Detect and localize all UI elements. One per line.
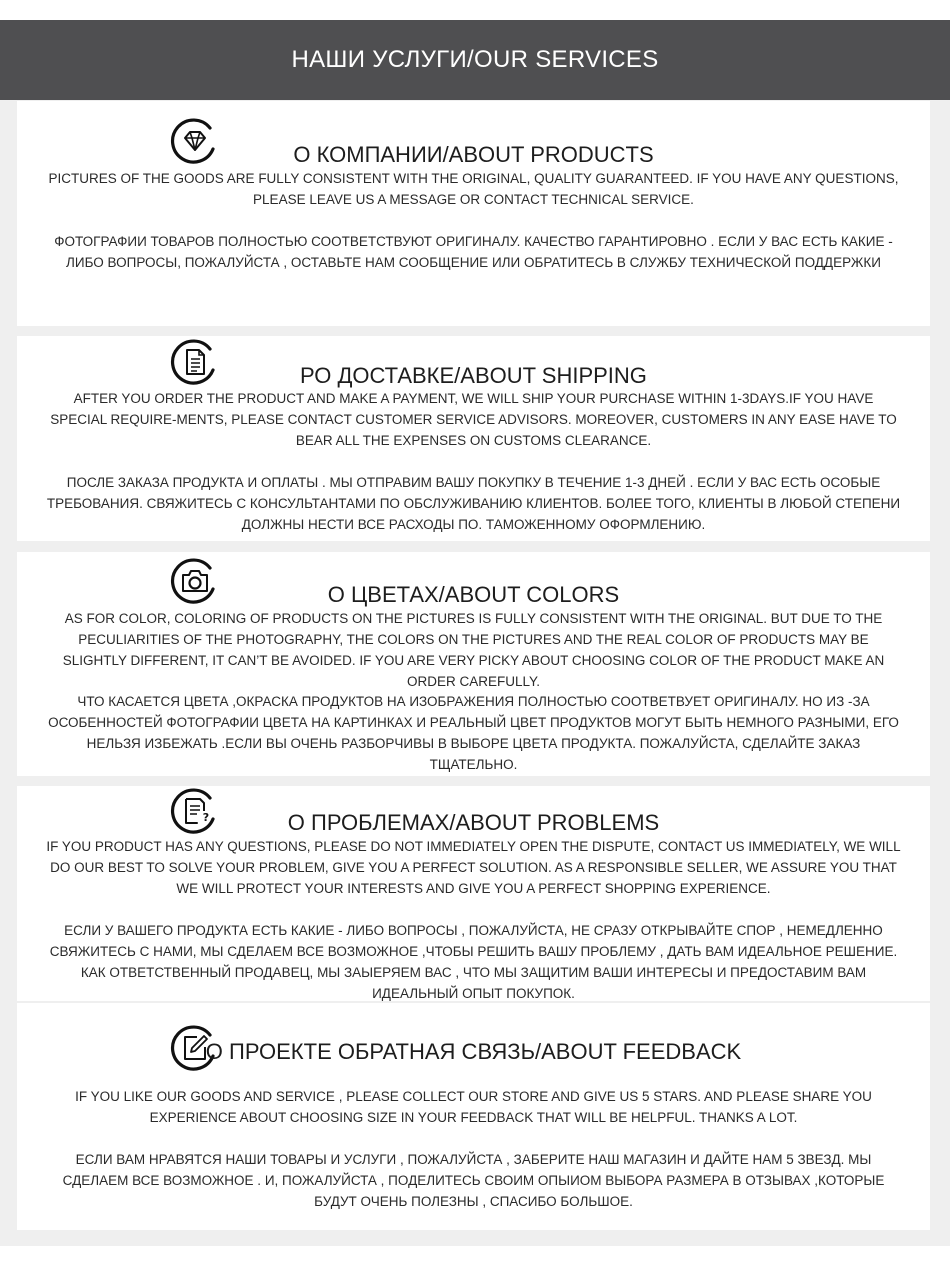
section-text-ru: ФОТОГРАФИИ ТОВАРОВ ПОЛНОСТЬЮ СООТВЕТСТВУЮТ ОРИГИНАЛУ. КАЧЕСТВО ГАРАНТИРОВНО . ЕСЛИ У ВАС ЕСТЬ КАКИЕ - ЛИБО ВОПРОСЫ, ПОЖАЛУЙСТА , ОСТАВЬТЕ НАМ СООБЩЕНИЕ ИЛИ ОБРАТИТЕСЬ В СЛУЖБУ ТЕХНИЧЕСКОЙ ПОДДЕРЖКИ [54,234,893,270]
section-text-en: AFTER YOU ORDER THE PRODUCT AND MAKE A PAYMENT, WE WILL SHIP YOUR PURCHASE WITHIN 1-3DAYS.IF YOU HAVE SPECIAL REQUIRE-MENTS, PLEASE CONTACT CUSTOMER SERVICE ADVISORS. MOREOVER, CUSTOMERS IN ANY EASE HAVE TO BEAR ALL THE EXPENSES ON CUSTOMS CLEARANCE. [50,391,897,448]
section-title: РО ДОСТАВКЕ/ABOUT SHIPPING [300,363,647,388]
section-text-ru: ЕСЛИ У ВАШЕГО ПРОДУКТА ЕСТЬ КАКИЕ - ЛИБО ВОПРОСЫ , ПОЖАЛУЙСТА, НЕ СРАЗУ ОТКРЫВАЙТЕ СПОР , НЕМЕДЛЕННО СВЯЖИТЕСЬ С НАМИ, МЫ СДЕЛАЕМ ВСЕ ВОЗМОЖНОЕ ,ЧТОБЫ РЕШИТЬ ВАШУ ПРОБЛЕМУ , ДАТЬ ВАМ ИДЕАЛЬНОЕ РЕШЕНИЕ. КАК ОТВЕТСТВЕННЫЙ ПРОДАВЕЦ, МЫ ЗАЫЕРЯЕМ ВАС , ЧТО МЫ ЗАЩИТИМ ВАШИ ИНТЕРЕСЫ И ПРЕДОСТАВИМ ВАМ ИДЕАЛЬНЫЙ ОПЫТ ПОКУПОК. [49,923,898,1001]
section-title: О КОМПАНИИ/ABOUT PRODUCTS [293,142,654,167]
section-text-ru: ЧТО КАСАЕТСЯ ЦВЕТА ,ОКРАСКА ПРОДУКТОВ НА ИЗОБРАЖЕНИЯ ПОЛНОСТЬЮ СООТВЕТВУЕТ ОРИГИНАЛУ. НО ИЗ -ЗА ОСОБЕННОСТЕЙ ФОТОГРАФИИ ЦВЕТА НА КАРТИНКАХ И РЕАЛЬНЫЙ ЦВЕТ ПРОДУКТОВ МОГУТ БЫТЬ НЕМНОГО РАЗНЫМИ, ЕГО НЕЛЬЗЯ ИЗБЕЖАТЬ .ЕСЛИ ВЫ ОЧЕНЬ РАЗБОРЧИВЫ В ВЫБОРЕ ЦВЕТА ПРОДУКТА. ПОЖАЛУЙСТА, СДЕЛАЙТЕ ЗАКАЗ ТЩАТЕЛЬНО. [48,694,899,772]
section-text-en: PICTURES OF THE GOODS ARE FULLY CONSISTENT WITH THE ORIGINAL, QUALITY GUARANTEED. IF YOU HAVE ANY QUESTIONS, PLEASE LEAVE US A MESSAGE OR CONTACT TECHNICAL SERVICE. [48,171,899,207]
services-header [0,20,950,100]
section-about-shipping [17,336,930,541]
section-about-colors [17,552,930,776]
section-about-products [17,101,930,326]
section-about-problems [17,786,930,1001]
section-text-en: AS FOR COLOR, COLORING OF PRODUCTS ON THE PICTURES IS FULLY CONSISTENT WITH THE ORIGINAL. BUT DUE TO THE PECULIARITIES OF THE PHOTOGRAPHY, THE COLORS ON THE PICTURES AND THE REAL COLOR OF PRODUCTS MAY BE SLIGHTLY DIFFERENT, IT CAN’T BE AVOIDED. IF YOU ARE VERY PICKY ABOUT CHOOSING COLOR OF THE PRODUCT MAKE AN ORDER CAREFULLY. [62,611,885,689]
section-title: О ЦВЕТАХ/ABOUT COLORS [327,582,620,607]
section-text-en: IF YOU LIKE OUR GOODS AND SERVICE , PLEASE COLLECT OUR STORE AND GIVE US 5 STARS. AND PLEASE SHARE YOU EXPERIENCE ABOUT CHOOSING SIZE IN YOUR FEEDBACK THAT WILL BE HELPFUL. THANKS A LOT. [75,1089,872,1125]
svg-text:?: ? [202,811,210,824]
section-text-ru: ПОСЛЕ ЗАКАЗА ПРОДУКТА И ОПЛАТЫ . МЫ ОТПРАВИМ ВАШУ ПОКУПКУ В ТЕЧЕНИЕ 1-3 ДНЕЙ . ЕСЛИ У ВАС ЕСТЬ ОСОБЫЕ ТРЕБОВАНИЯ. СВЯЖИТЕСЬ С КОНСУЛЬТАНТАМИ ПО ОБСЛУЖИВАНИЮ КЛИЕНТОВ. БОЛЕЕ ТОГО, КЛИЕНТЫ В ЛЮБОЙ СТЕПЕНИ ДОЛЖНЫ НЕСТИ ВСЕ РАСХОДЫ ПО. ТАМОЖЕННОМУ ОФОРМЛЕНИЮ. [46,475,901,532]
section-title: О ПРОЕКТЕ ОБРАТНАЯ СВЯЗЬ/ABOUT FEEDBACK [205,1039,742,1064]
section-about-feedback [17,1003,930,1230]
section-text-en: IF YOU PRODUCT HAS ANY QUESTIONS, PLEASE DO NOT IMMEDIATELY OPEN THE DISPUTE, CONTACT US IMMEDIATELY, WE WILL DO OUR BEST TO SOLVE YOUR PROBLEM, GIVE YOU A PERFECT SOLUTION. AS A RESPONSIBLE SELLER, WE ASSURE YOU THAT WE WILL PROTECT YOUR INTERESTS AND GIVE YOU A PERFECT SHOPPING EXPERIENCE. [46,839,901,896]
section-title: О ПРОБЛЕМАХ/ABOUT PROBLEMS [287,810,660,835]
section-text-ru: ЕСЛИ ВАМ НРАВЯТСЯ НАШИ ТОВАРЫ И УСЛУГИ , ПОЖАЛУЙСТА , ЗАБЕРИТЕ НАШ МАГАЗИН И ДАЙТЕ НАМ 5 ЗВЕЗД. МЫ СДЕЛАЕМ ВСЕ ВОЗМОЖНОЕ . И, ПОЖАЛУЙСТА , ПОДЕЛИТЕСЬ СВОИМ ОПЫИОМ ВЫБОРА РАЗМЕРА В ОТЗЫВАХ ,КОТОРЫЕ БУДУТ ОЧЕНЬ ПОЛЕЗНЫ , СПАСИБО БОЛЬШОЕ. [62,1152,885,1209]
header-title: НАШИ УСЛУГИ/OUR SERVICES [291,46,659,73]
